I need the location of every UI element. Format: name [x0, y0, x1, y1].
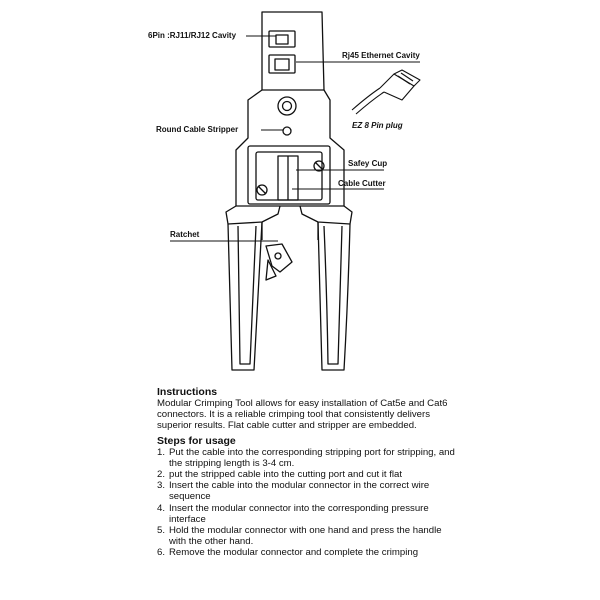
label-ez-plug: EZ 8 Pin plug: [352, 121, 403, 130]
left-handle: [228, 222, 262, 370]
label-rj45: Rj45 Ethernet Cavity: [342, 51, 420, 60]
right-handle: [318, 222, 350, 370]
label-rj11: 6Pin :RJ11/RJ12 Cavity: [148, 31, 237, 40]
ez-plug: [352, 70, 420, 114]
label-ratchet: Ratchet: [170, 230, 200, 239]
step-item: 1. Put the cable into the corresponding stripping port for stripping, and the stripping length is 3-4 cm.: [157, 446, 455, 469]
label-stripper: Round Cable Stripper: [156, 125, 239, 134]
instructions-heading: Instructions: [157, 386, 218, 398]
label-safety-cup: Safey Cup: [348, 159, 388, 168]
step-item: 2. put the stripped cable into the cutting port and cut it flat: [157, 469, 403, 481]
steps-list: [157, 447, 457, 559]
step-item: 3. Insert the cable into the modular connector in the correct wire sequence: [157, 480, 430, 503]
pivot-screw: [278, 97, 296, 115]
text-area: [157, 386, 457, 559]
ratchet: [266, 244, 292, 272]
instructions-body: Modular Crimping Tool allows for easy installation of Cat5e and Cat6 connectors. It is a reliable crimping tool that consistently delivers superior results. Flat cable cutter and stripper are embedded.: [157, 398, 448, 432]
round-stripper: [283, 127, 291, 135]
steps-heading: Steps for usage: [157, 434, 236, 447]
step-item: 4. Insert the modular connector into the corresponding pressure interface: [157, 502, 429, 525]
tool-head: [262, 12, 324, 90]
label-cutter: Cable Cutter: [338, 179, 386, 188]
step-item: 6. Remove the modular connector and complete the crimping: [157, 547, 419, 559]
step-item: 5. Hold the modular connector with one hand and press the handle with the other hand.: [157, 525, 442, 548]
